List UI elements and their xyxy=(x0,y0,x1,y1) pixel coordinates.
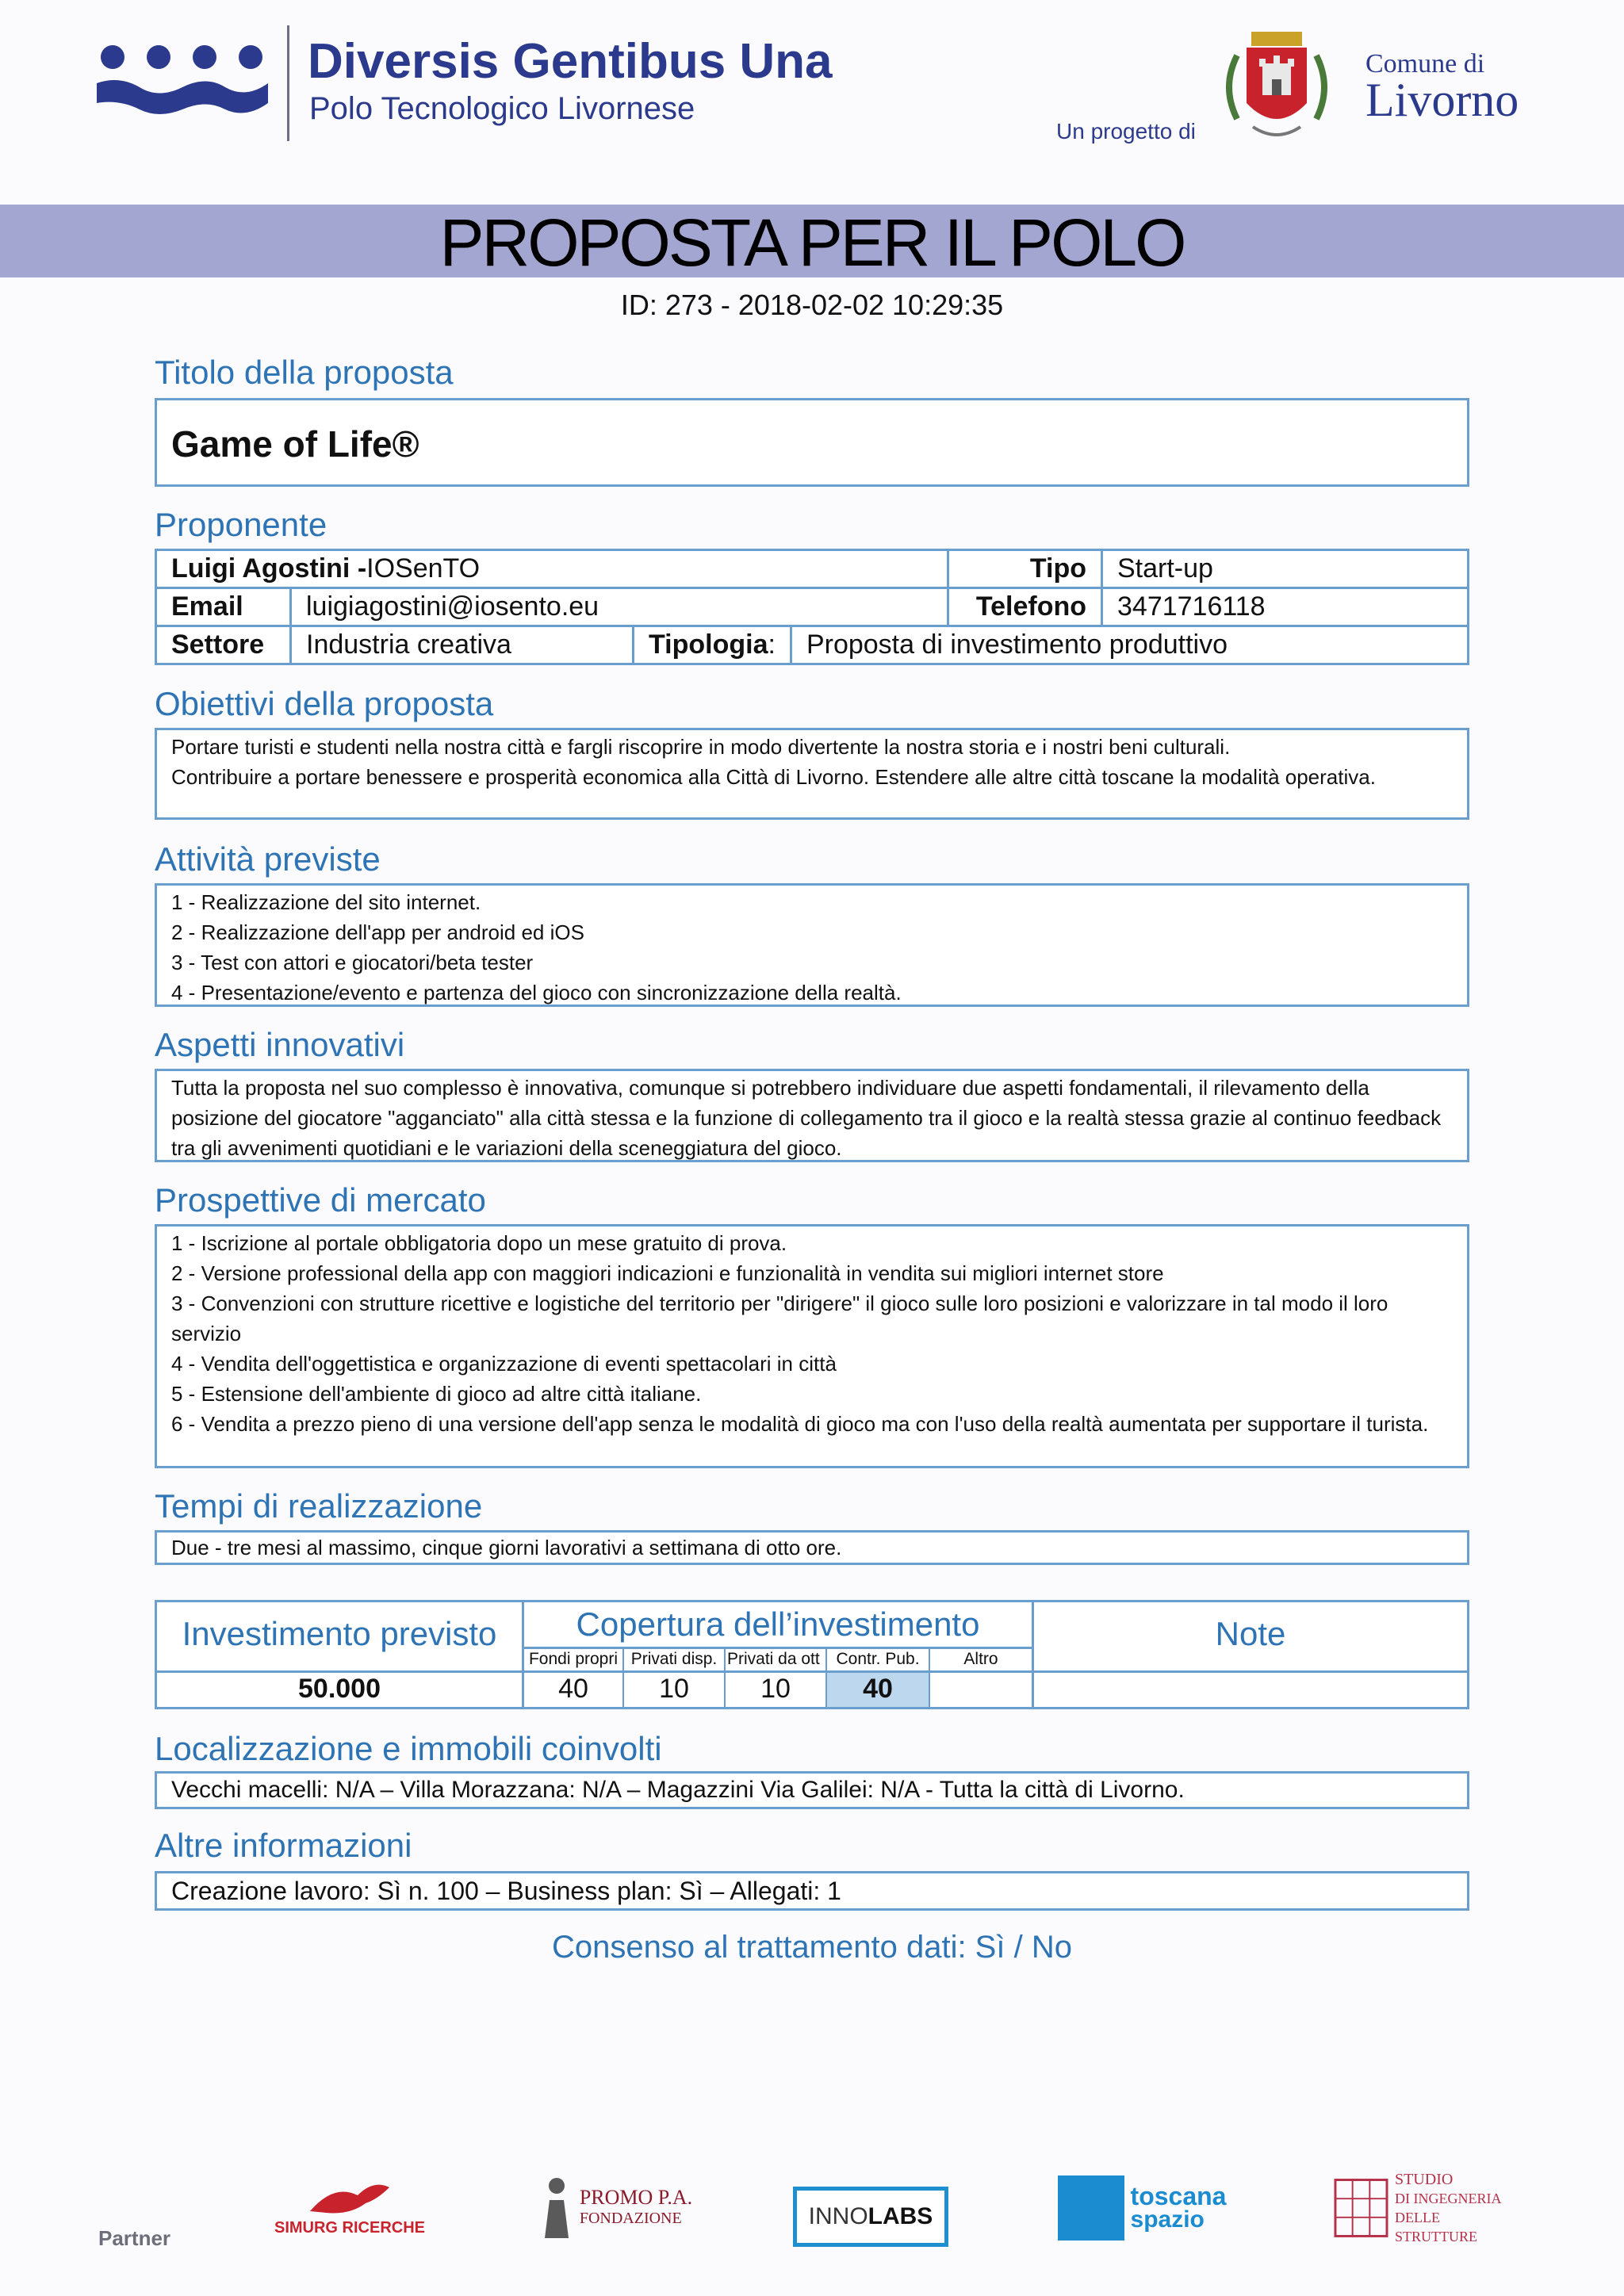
contr-pub-value: 40 xyxy=(863,1674,893,1704)
partner-logo-innolabs xyxy=(793,2187,948,2247)
mercato-line: 5 - Estensione dell'ambiente di gioco ad altre città italiane. xyxy=(171,1382,702,1406)
studio-ingegneria-grid-icon xyxy=(1334,2178,1388,2238)
livorno-coat-of-arms-icon xyxy=(1221,24,1332,151)
table-row xyxy=(156,626,1469,664)
mercato-text xyxy=(157,1226,1467,1439)
promopa-figure-icon xyxy=(538,2176,575,2240)
obiettivi-text xyxy=(157,730,1467,792)
tipologia-value: Proposta di investimento produttivo xyxy=(791,626,1468,664)
comune-name: Livorno xyxy=(1365,74,1519,126)
partner-toscana-line2: spazio xyxy=(1130,2206,1205,2233)
attivita-line: 4 - Presentazione/evento e partenza del gioco con sincronizzazione della realtà. xyxy=(171,981,902,1004)
attivita-section-title: Attività previste xyxy=(155,840,381,878)
attivita-text xyxy=(157,886,1467,1008)
mercato-box xyxy=(155,1224,1469,1468)
tempi-text: Due - tre mesi al massimo, cinque giorni lavorativi a settimana di otto ore. xyxy=(171,1536,842,1559)
partner-toscana-line1: toscana xyxy=(1130,2182,1227,2210)
mercato-line: 6 - Vendita a prezzo pieno di una versione dell'app senza le modalità di gioco ma con l'uso della realtà aumentata per supportare il turista. xyxy=(171,1412,1429,1436)
brand-title: Diversis Gentibus Una xyxy=(308,34,833,89)
proponente-name-cell xyxy=(156,550,948,588)
table-row xyxy=(156,550,1469,588)
innovativi-box xyxy=(155,1069,1469,1162)
note-label: Note xyxy=(1215,1615,1286,1652)
obiettivi-box xyxy=(155,728,1469,820)
localizzazione-text: Vecchi macelli: N/A – Villa Morazzana: N/A – Magazzini Via Galilei: N/A - Tutta la città di Livorno. xyxy=(171,1777,1185,1803)
partner-logo-toscana-spazio xyxy=(1055,2172,1229,2244)
polo-logo-icon xyxy=(95,40,270,127)
localizzazione-section-title: Localizzazione e immobili coinvolti xyxy=(155,1730,662,1767)
obiettivi-section-title: Obiettivi della proposta xyxy=(155,685,494,722)
brand-divider xyxy=(287,25,289,141)
telefono-value: 3471716118 xyxy=(1102,588,1469,626)
proponente-section-title: Proponente xyxy=(155,506,327,543)
attivita-line: 2 - Realizzazione dell'app per android ed iOS xyxy=(171,920,584,944)
innovativi-section-title: Aspetti innovativi xyxy=(155,1026,405,1063)
attivita-line: 1 - Realizzazione del sito internet. xyxy=(171,890,481,914)
copertura-label: Copertura dell’investimento xyxy=(576,1605,980,1643)
tempi-box xyxy=(155,1530,1469,1565)
project-of-label: Un progetto di xyxy=(1056,119,1196,144)
mercato-line: 2 - Versione professional della app con maggiori indicazioni e funzionalità in vendita sui migliori internet store xyxy=(171,1261,1164,1285)
titolo-box xyxy=(155,398,1469,487)
investimento-label: Investimento previsto xyxy=(182,1615,497,1652)
investimento-value: 50.000 xyxy=(298,1674,381,1704)
column-header-fondi-propri: Fondi propri xyxy=(528,1650,619,1668)
comune-of-label: Comune di xyxy=(1365,49,1485,78)
titolo-section-title: Titolo della proposta xyxy=(155,354,454,391)
attivita-box xyxy=(155,883,1469,1007)
partner-logo-studio-ingegneria xyxy=(1334,2172,1524,2244)
tipologia-label-cell xyxy=(634,626,791,664)
mercato-line: 1 - Iscrizione al portale obbligatoria dopo un mese gratuito di prova. xyxy=(171,1231,787,1255)
localizzazione-box xyxy=(155,1771,1469,1809)
proposal-title: Game of Life® xyxy=(171,423,419,465)
privati-disp-value: 10 xyxy=(659,1674,689,1704)
partner-innolabs-line1: INNO xyxy=(808,2203,868,2229)
divider xyxy=(157,1670,1467,1673)
partner-logo-promopa xyxy=(536,2172,695,2244)
fondi-propri-value: 40 xyxy=(558,1674,588,1704)
tipo-label: Tipo xyxy=(948,550,1102,588)
investimento-table xyxy=(155,1600,1469,1709)
proponente-table xyxy=(155,549,1469,665)
proponente-company: IOSenTO xyxy=(366,553,481,584)
brand-subtitle: Polo Tecnologico Livornese xyxy=(309,91,695,126)
simurg-bird-icon xyxy=(302,2179,397,2219)
partner-studio-line2: DI INGEGNERIA xyxy=(1394,2191,1502,2206)
partner-promopa-line2: FONDAZIONE xyxy=(579,2210,682,2227)
altre-box xyxy=(155,1871,1469,1911)
settore-value: Industria creativa xyxy=(291,626,634,664)
tipo-value: Start-up xyxy=(1102,550,1469,588)
consenso-text: Consenso al trattamento dati: Sì / No xyxy=(552,1930,1072,1965)
partner-label: Partner xyxy=(98,2226,171,2250)
mercato-section-title: Prospettive di mercato xyxy=(155,1181,486,1219)
column-header-contr-pub: Contr. Pub. xyxy=(836,1650,920,1668)
column-header-privati-da-ott: Privati da ott xyxy=(727,1650,820,1668)
settore-label: Settore xyxy=(156,626,291,664)
document-id: ID: 273 - 2018-02-02 10:29:35 xyxy=(620,289,1004,321)
partner-simurg-line1: SIMURG xyxy=(274,2218,338,2237)
partner-innolabs-line2: LABS xyxy=(868,2203,933,2229)
partner-promopa-line1: PROMO P.A. xyxy=(579,2186,693,2209)
telefono-label: Telefono xyxy=(948,588,1102,626)
innovativi-text: Tutta la proposta nel suo complesso è innovativa, comunque si potrebbero individuare due aspetti fondamentali, il rilevamento della posizione del giocatore "agganciato" alla città stessa e la funzione di collegamento tra il gioco e la realtà stessa grazie al continuo feedback tra gli avvenimenti quotidiani e le variazioni della sceneggiatura del gioco. xyxy=(171,1076,1442,1160)
document-title: PROPOSTA PER IL POLO xyxy=(439,205,1185,280)
email-label: Email xyxy=(156,588,291,626)
privati-da-ott-value: 10 xyxy=(760,1674,791,1704)
proponente-name: Luigi Agostini - xyxy=(171,553,367,584)
partner-studio-line1: STUDIO xyxy=(1394,2171,1454,2188)
mercato-line: 4 - Vendita dell'oggettistica e organizzazione di eventi spettacolari in città xyxy=(171,1352,837,1376)
table-row xyxy=(156,588,1469,626)
toscana-spazio-square-icon xyxy=(1058,2175,1124,2241)
divider xyxy=(522,1647,1034,1649)
partner-simurg-line2: RICERCHE xyxy=(342,2218,425,2237)
email-value: luigiagostini@iosento.eu xyxy=(291,588,948,626)
obiettivi-line: Portare turisti e studenti nella nostra città e fargli riscoprire in modo divertente la nostra storia e i nostri beni culturali. xyxy=(171,735,1231,759)
altre-section-title: Altre informazioni xyxy=(155,1827,412,1864)
obiettivi-line: Contribuire a portare benessere e prosperità economica alla Città di Livorno. Estendere alle altre città toscane la modalità operativa. xyxy=(171,765,1376,789)
altre-text: Creazione lavoro: Sì n. 100 – Business plan: Sì – Allegati: 1 xyxy=(171,1877,841,1905)
partner-studio-line3: DELLE STRUTTURE xyxy=(1394,2210,1477,2244)
tempi-section-title: Tempi di realizzazione xyxy=(155,1487,483,1525)
partner-logo-simurg xyxy=(266,2172,433,2244)
column-header-altro: Altro xyxy=(963,1650,998,1668)
column-header-privati-disp: Privati disp. xyxy=(630,1650,718,1668)
tipologia-label: Tipologia xyxy=(649,629,768,660)
attivita-line: 3 - Test con attori e giocatori/beta tester xyxy=(171,951,534,974)
tipologia-colon: : xyxy=(768,629,776,660)
mercato-line: 3 - Convenzioni con strutture ricettive e logistiche del territorio per "dirigere" il gioco sulle loro posizioni e valorizzare in tal modo il loro servizio xyxy=(171,1292,1388,1345)
